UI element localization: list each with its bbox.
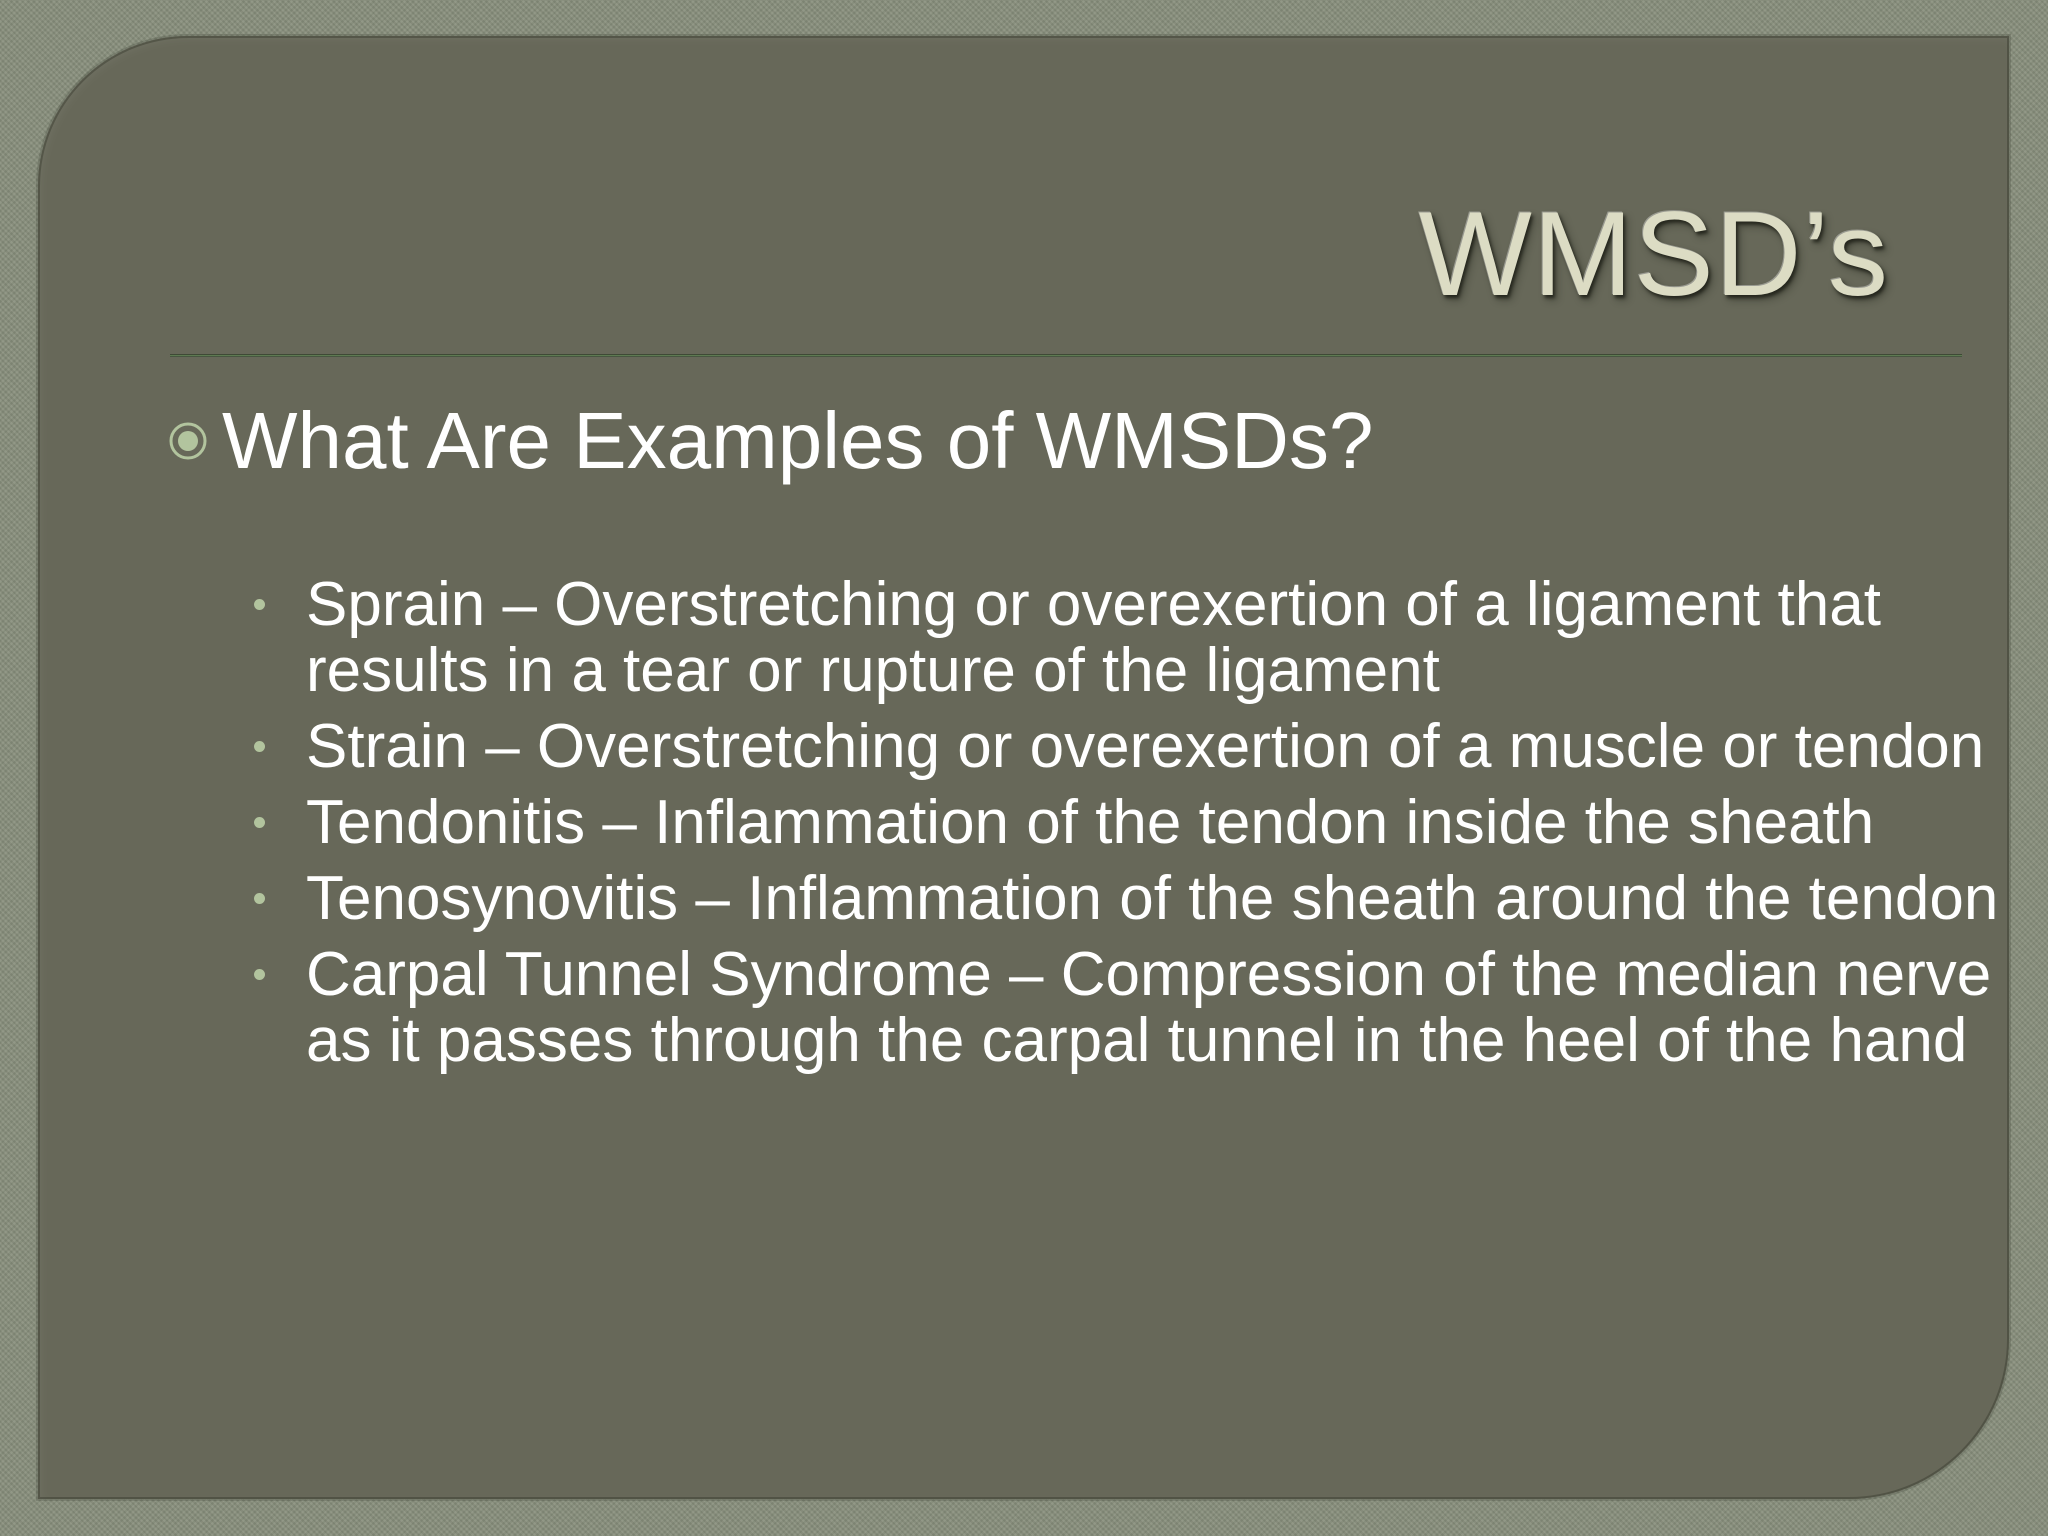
list-item-text: Tendonitis – Inflammation of the tendon inside the sheath — [306, 788, 1875, 857]
list-item — [244, 714, 2014, 780]
dot-icon — [254, 893, 265, 904]
slide-title: WMSD’s — [1418, 187, 1889, 321]
list-item-text: Carpal Tunnel Syndrome – Compression of the median nerve as it passes through the carpal tunnel in the heel of the hand — [306, 940, 1992, 1075]
list-item-text: Strain – Overstretching or overexertion of a muscle or tendon — [306, 712, 1985, 781]
dot-icon — [254, 741, 265, 752]
title-divider — [170, 354, 1962, 357]
list-item-text: Sprain – Overstretching or overexertion of a ligament that results in a tear or rupture of the ligament — [306, 570, 1881, 705]
dot-icon — [254, 817, 265, 828]
main-bullet — [168, 396, 1373, 486]
examples-list — [244, 572, 2014, 1084]
main-bullet-text: What Are Examples of WMSDs? — [222, 396, 1374, 485]
slide-panel — [38, 36, 2009, 1499]
list-item — [244, 572, 2014, 704]
target-circle-icon — [168, 421, 208, 461]
dot-icon — [254, 599, 265, 610]
dot-icon — [254, 969, 265, 980]
list-item — [244, 790, 2014, 856]
list-item — [244, 866, 2014, 932]
list-item-text: Tenosynovitis – Inflammation of the sheath around the tendon — [306, 864, 1999, 933]
list-item — [244, 942, 2014, 1074]
